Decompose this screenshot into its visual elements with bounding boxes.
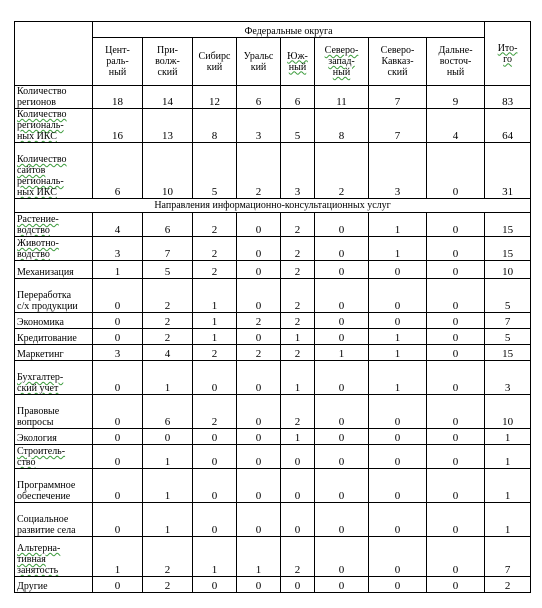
value-cell: 0 <box>281 577 315 593</box>
value-cell: 1 <box>143 445 193 469</box>
value-cell: 2 <box>281 345 315 361</box>
table-body <box>15 22 531 593</box>
row-label: Механизация <box>15 261 93 279</box>
row-label-text: Растение- водство <box>17 214 59 236</box>
value-cell: 0 <box>315 213 369 237</box>
row-total-cell: 1 <box>485 445 531 469</box>
value-cell: 0 <box>369 469 427 503</box>
value-cell: 0 <box>427 361 485 395</box>
value-cell: 0 <box>427 329 485 345</box>
value-cell: 0 <box>427 429 485 445</box>
row-label: Правовые вопросы <box>15 395 93 429</box>
value-cell: 1 <box>193 313 237 329</box>
value-cell: 0 <box>315 361 369 395</box>
row-label: Кредитование <box>15 329 93 345</box>
row-label <box>15 143 93 199</box>
value-cell: 0 <box>93 469 143 503</box>
value-cell: 8 <box>193 109 237 143</box>
table-row <box>15 345 531 361</box>
table-row <box>15 279 531 313</box>
value-cell: 1 <box>315 345 369 361</box>
header-central: Цент- раль- ный <box>93 38 143 86</box>
value-cell: 0 <box>315 469 369 503</box>
value-cell: 1 <box>93 261 143 279</box>
row-label <box>15 361 93 395</box>
value-cell: 1 <box>369 329 427 345</box>
value-cell: 0 <box>315 279 369 313</box>
value-cell: 6 <box>143 213 193 237</box>
header-far-east: Дальне- восточ- ный <box>427 38 485 86</box>
row-label <box>15 537 93 577</box>
value-cell: 4 <box>427 109 485 143</box>
value-cell: 0 <box>427 313 485 329</box>
value-cell: 0 <box>369 429 427 445</box>
value-cell: 2 <box>193 237 237 261</box>
value-cell: 0 <box>315 395 369 429</box>
table-row <box>15 213 531 237</box>
row-total-cell: 1 <box>485 503 531 537</box>
value-cell: 1 <box>143 503 193 537</box>
value-cell: 0 <box>427 279 485 313</box>
header-total-text: Ито- го <box>497 42 518 65</box>
header-row-group <box>15 22 531 38</box>
value-cell: 1 <box>237 537 281 577</box>
row-total-cell: 15 <box>485 345 531 361</box>
row-total-cell: 1 <box>485 429 531 445</box>
value-cell: 2 <box>237 345 281 361</box>
row-label: Переработка с/х продукции <box>15 279 93 313</box>
value-cell: 0 <box>369 445 427 469</box>
value-cell: 1 <box>93 537 143 577</box>
value-cell: 2 <box>143 329 193 345</box>
row-label <box>15 445 93 469</box>
value-cell: 0 <box>427 395 485 429</box>
value-cell: 0 <box>315 503 369 537</box>
group-title: Федеральные округа <box>93 22 485 38</box>
value-cell: 7 <box>369 86 427 109</box>
value-cell: 0 <box>237 503 281 537</box>
row-label: Другие <box>15 577 93 593</box>
row-label: Экология <box>15 429 93 445</box>
value-cell: 3 <box>369 143 427 199</box>
value-cell: 1 <box>369 361 427 395</box>
row-label-text: Количество региональ- ных ИКС <box>17 109 67 142</box>
value-cell: 1 <box>369 345 427 361</box>
value-cell: 5 <box>193 143 237 199</box>
value-cell: 0 <box>427 503 485 537</box>
value-cell: 0 <box>237 429 281 445</box>
value-cell: 0 <box>369 261 427 279</box>
row-total-cell: 5 <box>485 279 531 313</box>
value-cell: 1 <box>193 279 237 313</box>
value-cell: 0 <box>281 469 315 503</box>
row-label <box>15 237 93 261</box>
value-cell: 0 <box>193 445 237 469</box>
value-cell: 2 <box>143 537 193 577</box>
value-cell: 0 <box>281 445 315 469</box>
row-total-cell: 15 <box>485 237 531 261</box>
value-cell: 0 <box>237 445 281 469</box>
value-cell: 3 <box>237 109 281 143</box>
value-cell: 10 <box>143 143 193 199</box>
value-cell: 2 <box>281 537 315 577</box>
value-cell: 0 <box>237 577 281 593</box>
value-cell: 0 <box>237 469 281 503</box>
value-cell: 1 <box>369 213 427 237</box>
value-cell: 2 <box>281 279 315 313</box>
value-cell: 3 <box>281 143 315 199</box>
value-cell: 2 <box>281 213 315 237</box>
value-cell: 0 <box>237 261 281 279</box>
row-label <box>15 109 93 143</box>
row-total-cell: 10 <box>485 395 531 429</box>
table-row <box>15 109 531 143</box>
value-cell: 2 <box>193 345 237 361</box>
value-cell: 0 <box>237 361 281 395</box>
value-cell: 11 <box>315 86 369 109</box>
value-cell: 0 <box>93 313 143 329</box>
value-cell: 0 <box>281 503 315 537</box>
row-label-text: Строитель- ство <box>17 446 66 468</box>
table-row <box>15 143 531 199</box>
value-cell: 13 <box>143 109 193 143</box>
value-cell: 0 <box>93 329 143 345</box>
table-row <box>15 313 531 329</box>
value-cell: 0 <box>237 213 281 237</box>
row-label-text: Животно- водство <box>17 238 59 260</box>
table-row <box>15 537 531 577</box>
value-cell: 0 <box>93 395 143 429</box>
section-row <box>15 199 531 213</box>
value-cell: 0 <box>315 429 369 445</box>
value-cell: 0 <box>427 445 485 469</box>
value-cell: 7 <box>143 237 193 261</box>
value-cell: 0 <box>427 345 485 361</box>
row-label-text: Количество сайтов региональ- ных ИКС <box>17 154 67 198</box>
header-siberian: Сибирс кий <box>193 38 237 86</box>
row-total-cell: 7 <box>485 537 531 577</box>
value-cell: 0 <box>369 503 427 537</box>
row-total-cell: 31 <box>485 143 531 199</box>
value-cell: 1 <box>143 361 193 395</box>
value-cell: 1 <box>281 429 315 445</box>
value-cell: 6 <box>237 86 281 109</box>
value-cell: 0 <box>93 279 143 313</box>
value-cell: 0 <box>369 313 427 329</box>
row-total-cell: 83 <box>485 86 531 109</box>
header-row-columns <box>15 38 531 86</box>
header-northwest-text: Северо- запад- ный <box>324 45 359 78</box>
value-cell: 0 <box>427 143 485 199</box>
row-total-cell: 1 <box>485 469 531 503</box>
value-cell: 1 <box>193 329 237 345</box>
federal-districts-table <box>14 21 531 593</box>
value-cell: 0 <box>315 261 369 279</box>
value-cell: 2 <box>143 279 193 313</box>
value-cell: 0 <box>193 577 237 593</box>
table-row <box>15 86 531 109</box>
value-cell: 0 <box>193 469 237 503</box>
table-row <box>15 429 531 445</box>
value-cell: 18 <box>93 86 143 109</box>
value-cell: 0 <box>369 395 427 429</box>
value-cell: 5 <box>143 261 193 279</box>
value-cell: 0 <box>369 279 427 313</box>
header-volga: При- волж- ский <box>143 38 193 86</box>
header-south <box>281 38 315 86</box>
header-ural: Уральс кий <box>237 38 281 86</box>
value-cell: 5 <box>281 109 315 143</box>
value-cell: 0 <box>315 313 369 329</box>
value-cell: 2 <box>237 143 281 199</box>
value-cell: 0 <box>315 329 369 345</box>
value-cell: 6 <box>143 395 193 429</box>
table-row <box>15 395 531 429</box>
table-row <box>15 237 531 261</box>
value-cell: 1 <box>281 361 315 395</box>
value-cell: 0 <box>237 395 281 429</box>
row-total-cell: 7 <box>485 313 531 329</box>
value-cell: 2 <box>143 313 193 329</box>
value-cell: 2 <box>193 395 237 429</box>
row-total-cell: 64 <box>485 109 531 143</box>
value-cell: 0 <box>237 279 281 313</box>
value-cell: 0 <box>315 445 369 469</box>
value-cell: 3 <box>93 237 143 261</box>
header-north-caucasus: Северо- Кавказ- ский <box>369 38 427 86</box>
table-row <box>15 503 531 537</box>
row-label: Маркетинг <box>15 345 93 361</box>
table-row <box>15 361 531 395</box>
header-northwest <box>315 38 369 86</box>
value-cell: 16 <box>93 109 143 143</box>
section-title: Направления информационно-консультационных услуг <box>15 199 531 213</box>
value-cell: 2 <box>193 261 237 279</box>
value-cell: 0 <box>315 537 369 577</box>
table-row <box>15 329 531 345</box>
row-label: Количество регионов <box>15 86 93 109</box>
row-label-text: Бухгалтер- ский учет <box>17 372 64 394</box>
row-label <box>15 213 93 237</box>
value-cell: 0 <box>237 329 281 345</box>
value-cell: 1 <box>369 237 427 261</box>
value-cell: 2 <box>143 577 193 593</box>
row-total-cell: 3 <box>485 361 531 395</box>
value-cell: 6 <box>281 86 315 109</box>
value-cell: 0 <box>427 261 485 279</box>
value-cell: 1 <box>281 329 315 345</box>
value-cell: 0 <box>369 577 427 593</box>
value-cell: 1 <box>143 469 193 503</box>
value-cell: 2 <box>281 237 315 261</box>
value-cell: 2 <box>193 213 237 237</box>
row-label-text: Альтерна- тивная занятость <box>17 543 61 576</box>
value-cell: 4 <box>93 213 143 237</box>
row-label: Социальное развитие села <box>15 503 93 537</box>
value-cell: 2 <box>281 313 315 329</box>
value-cell: 0 <box>427 577 485 593</box>
table-row <box>15 577 531 593</box>
value-cell: 0 <box>93 445 143 469</box>
header-total <box>485 22 531 86</box>
value-cell: 0 <box>143 429 193 445</box>
value-cell: 2 <box>237 313 281 329</box>
row-total-cell: 2 <box>485 577 531 593</box>
value-cell: 0 <box>427 237 485 261</box>
value-cell: 0 <box>237 237 281 261</box>
value-cell: 7 <box>369 109 427 143</box>
value-cell: 3 <box>93 345 143 361</box>
value-cell: 0 <box>427 537 485 577</box>
value-cell: 12 <box>193 86 237 109</box>
value-cell: 6 <box>93 143 143 199</box>
value-cell: 0 <box>193 361 237 395</box>
value-cell: 4 <box>143 345 193 361</box>
value-cell: 0 <box>193 503 237 537</box>
value-cell: 0 <box>369 537 427 577</box>
value-cell: 0 <box>93 361 143 395</box>
row-total-cell: 10 <box>485 261 531 279</box>
value-cell: 1 <box>193 537 237 577</box>
value-cell: 2 <box>315 143 369 199</box>
header-south-text: Юж- ный <box>287 50 308 73</box>
row-label: Программное обеспечение <box>15 469 93 503</box>
table-row <box>15 445 531 469</box>
value-cell: 9 <box>427 86 485 109</box>
value-cell: 0 <box>93 577 143 593</box>
value-cell: 2 <box>281 395 315 429</box>
value-cell: 0 <box>315 577 369 593</box>
table-row <box>15 469 531 503</box>
value-cell: 0 <box>93 503 143 537</box>
corner-cell <box>15 22 93 86</box>
value-cell: 0 <box>315 237 369 261</box>
value-cell: 2 <box>281 261 315 279</box>
row-total-cell: 15 <box>485 213 531 237</box>
row-total-cell: 5 <box>485 329 531 345</box>
value-cell: 0 <box>93 429 143 445</box>
value-cell: 0 <box>427 213 485 237</box>
value-cell: 8 <box>315 109 369 143</box>
value-cell: 0 <box>427 469 485 503</box>
value-cell: 14 <box>143 86 193 109</box>
row-label: Экономика <box>15 313 93 329</box>
table-row <box>15 261 531 279</box>
value-cell: 0 <box>193 429 237 445</box>
